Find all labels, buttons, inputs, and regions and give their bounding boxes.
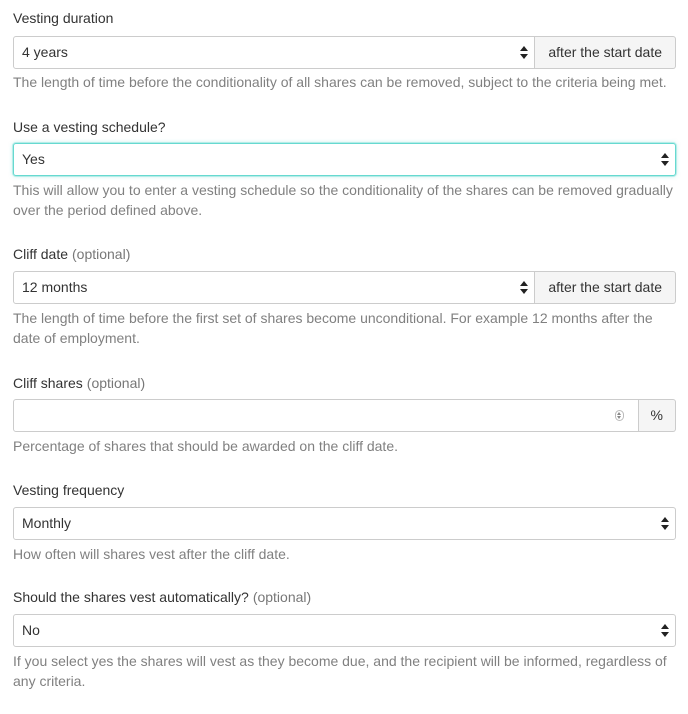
select-arrows-icon: [661, 153, 669, 167]
cliff-date-optional: (optional): [72, 246, 131, 262]
auto-vest-optional: (optional): [252, 589, 312, 605]
cliff-shares-label-text: Cliff shares: [13, 375, 83, 391]
auto-vest-label: [13, 588, 311, 606]
select-arrows-icon: [661, 517, 669, 531]
cliff-shares-help: Percentage of shares that should be awarded on the cliff date.: [13, 438, 398, 454]
vesting-duration-label: [13, 9, 113, 27]
number-spinner-icon[interactable]: [615, 410, 624, 421]
vesting-duration-help: The length of time before the conditionality of all shares can be removed, subject to the criteria being met.: [13, 74, 667, 90]
vesting-frequency-label-text: Vesting frequency: [13, 482, 125, 498]
cliff-date-value: 12 months: [22, 279, 88, 295]
vesting-frequency-select[interactable]: [13, 507, 676, 540]
cliff-shares-row: [13, 399, 676, 432]
cliff-date-select[interactable]: [13, 271, 535, 304]
vesting-schedule-row: [13, 143, 676, 176]
select-arrows-icon: [520, 281, 528, 295]
auto-vest-select[interactable]: [13, 614, 676, 647]
cliff-date-label: [13, 245, 130, 263]
vesting-schedule-label: [13, 118, 166, 136]
vesting-duration-row: [13, 36, 676, 69]
vesting-duration-select[interactable]: [13, 36, 535, 69]
vesting-frequency-label: [13, 481, 124, 499]
vesting-duration-value: 4 years: [22, 44, 68, 60]
vesting-schedule-select[interactable]: [13, 143, 676, 176]
vesting-frequency-row: [13, 507, 676, 540]
cliff-date-label-text: Cliff date: [13, 246, 68, 262]
auto-vest-row: [13, 614, 676, 647]
auto-vest-value: No: [22, 622, 40, 638]
select-arrows-icon: [520, 46, 528, 60]
vesting-schedule-help: This will allow you to enter a vesting schedule so the conditionality of the shares can be removed gradually over the period defined above.: [13, 182, 673, 218]
vesting-frequency-help: How often will shares vest after the cliff date.: [13, 546, 290, 562]
vesting-schedule-label-text: Use a vesting schedule?: [13, 119, 166, 135]
cliff-shares-label: [13, 374, 145, 392]
select-arrows-icon: [661, 624, 669, 638]
percent-addon: %: [639, 399, 676, 432]
cliff-shares-input[interactable]: [13, 399, 639, 432]
vesting-frequency-value: Monthly: [22, 515, 72, 531]
cliff-date-addon: after the start date: [535, 271, 676, 304]
auto-vest-help: If you select yes the shares will vest as they become due, and the recipient will be informed, regardless of any criteria.: [13, 653, 667, 689]
vesting-duration-addon: after the start date: [535, 36, 676, 69]
cliff-date-row: [13, 271, 676, 304]
vesting-duration-label-text: Vesting duration: [13, 10, 114, 26]
cliff-shares-optional: (optional): [86, 375, 146, 391]
vesting-schedule-value: Yes: [22, 151, 45, 167]
auto-vest-label-text: Should the shares vest automatically?: [13, 589, 249, 605]
cliff-date-help: The length of time before the first set of shares become unconditional. For example 12 months after the date of employment.: [13, 310, 653, 346]
